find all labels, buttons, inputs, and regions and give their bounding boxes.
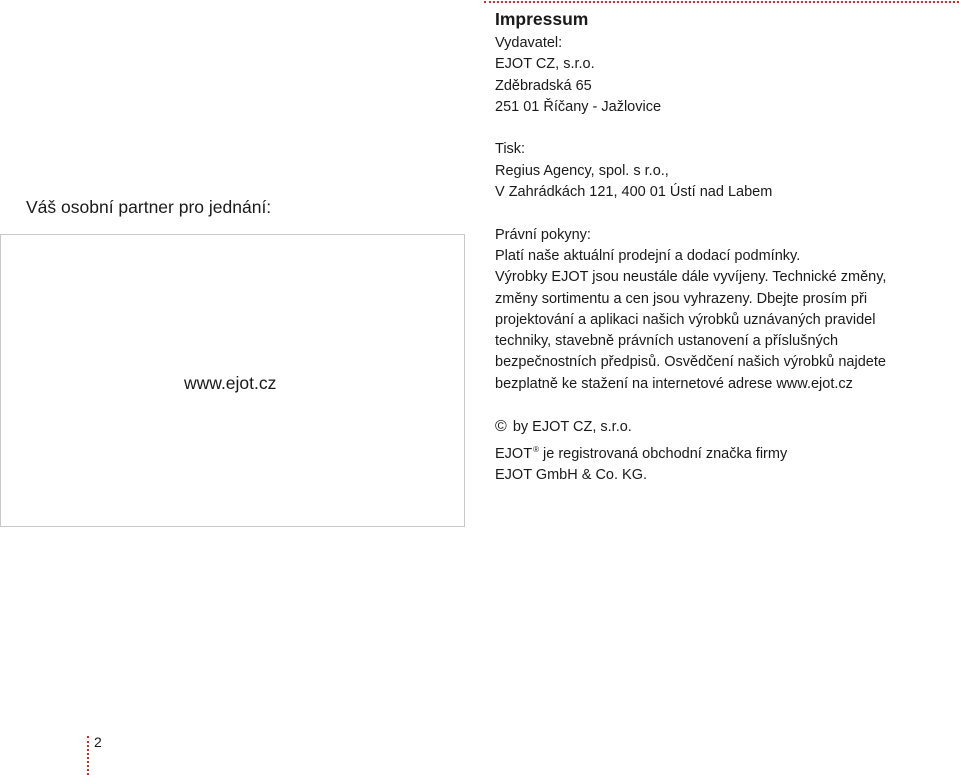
registered-mark-icon: ® (533, 444, 539, 454)
copyright-icon: © (495, 418, 507, 436)
publisher-city: 251 01 Říčany - Jažlovice (495, 98, 662, 115)
copyright-block (495, 416, 955, 486)
publisher-block (495, 33, 955, 118)
legal-text-line: techniky, stavebně právních ustanovení a příslušných (495, 333, 839, 350)
brand-name: EJOT (495, 445, 533, 462)
top-dotted-rule (484, 1, 959, 3)
trademark-line (495, 439, 955, 465)
legal-label: Právní pokyny: (495, 226, 591, 243)
footer-dotted-rule (87, 736, 89, 775)
publisher-name: EJOT CZ, s.r.o. (495, 56, 595, 73)
printer-name: Regius Agency, spol. s r.o., (495, 162, 669, 179)
legal-text-line: Platí naše aktuální prodejní a dodací podmínky. (495, 247, 801, 264)
legal-block (495, 225, 955, 395)
impressum-section (495, 8, 955, 486)
page-number: 2 (94, 734, 102, 750)
impressum-title: Impressum (495, 9, 589, 29)
trademark-text: je registrovaná obchodní značka firmy (543, 445, 788, 462)
copyright-line (495, 416, 955, 438)
legal-text-line: Výrobky EJOT jsou neustále dále vyvíjeny. Technické změny, (495, 269, 887, 286)
print-block (495, 139, 955, 203)
print-label: Tisk: (495, 141, 526, 158)
copyright-owner: by EJOT CZ, s.r.o. (512, 419, 632, 436)
legal-text-line: bezpečnostních předpisů. Osvědčení našich výrobků najdete (495, 354, 886, 371)
publisher-street: Zděbradská 65 (495, 77, 592, 94)
partner-website-link[interactable]: www.ejot.cz (184, 373, 277, 393)
legal-text-line: bezplatně ke stažení na internetové adrese www.ejot.cz (495, 375, 853, 392)
legal-text-line: projektování a aplikaci našich výrobků uznávaných pravidel (495, 311, 876, 328)
trademark-owner: EJOT GmbH & Co. KG. (495, 466, 648, 483)
printer-address: V Zahrádkách 121, 400 01 Ústí nad Labem (495, 184, 773, 201)
publisher-label: Vydavatel: (495, 35, 563, 51)
legal-text-line: změny sortimentu a cen jsou vyhrazeny. Dbejte prosím při (495, 290, 868, 307)
partner-heading: Váš osobní partner pro jednání: (26, 197, 272, 217)
